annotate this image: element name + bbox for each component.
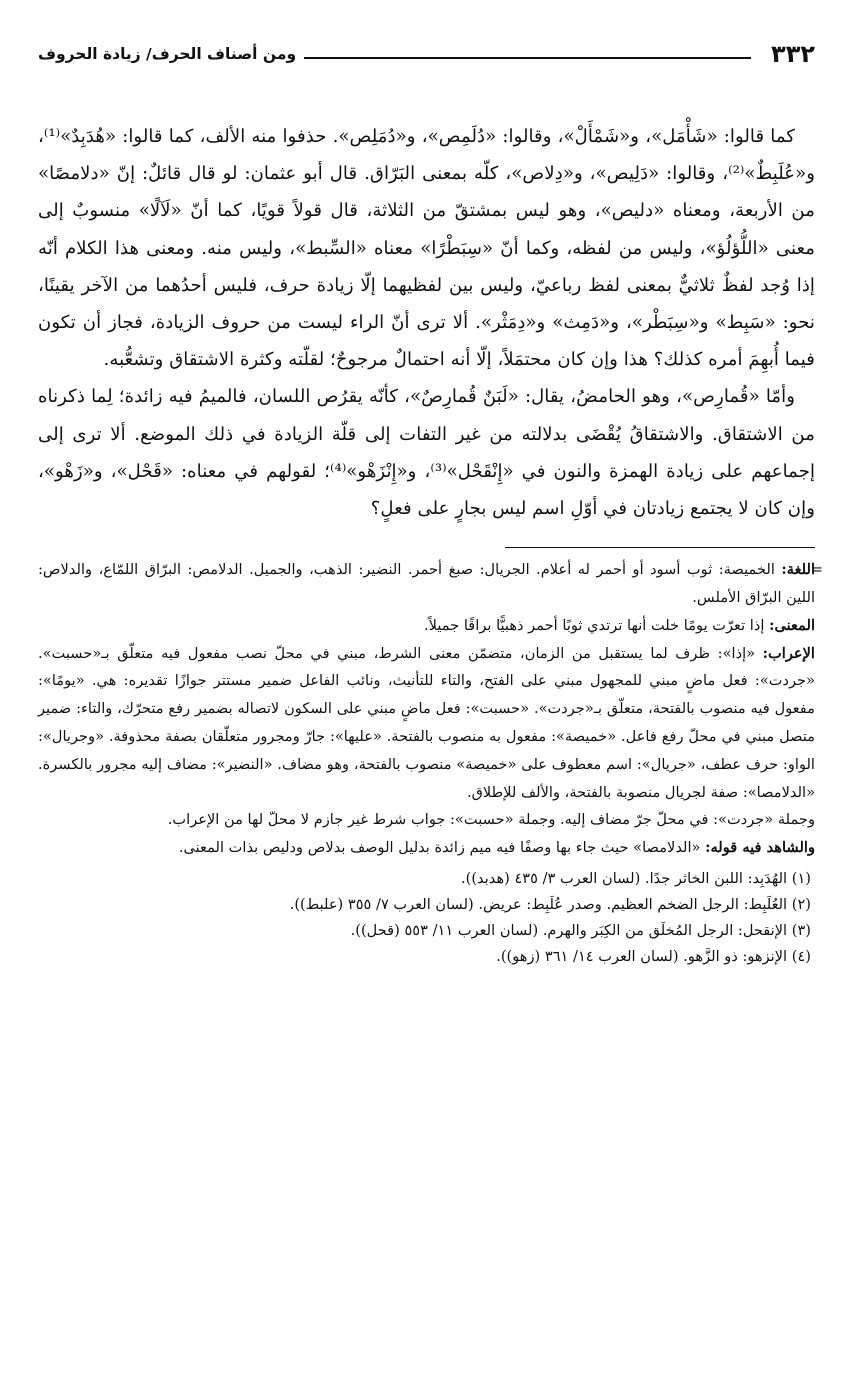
note-shahid [38,834,815,862]
running-title: ومن أصناف الحرف/ زيادة الحروف [38,45,297,63]
note-label: الإعراب: [762,644,815,662]
page-header [38,30,815,78]
note-irab [38,640,815,807]
footnote: (١) الهُدَبِد: اللبن الخاثر جدًا. (لسان العرب ٣/ ٤٣٥ (هدبد)). [461,870,811,887]
note-jumla: وجملة «جردت»: في محلّ جرّ مضاف إليه. وجملة «حسبت»: جواب شرط غير جازم لا محلّ لها من الإعراب. [167,811,815,829]
header-rule [304,57,751,59]
page-number: ٣٣٢ [771,40,815,68]
book-page [38,30,815,1354]
note-lugha [38,556,815,612]
note-label: والشاهد فيه قوله: [705,839,815,857]
note-mana [38,612,815,640]
paragraph: كما قالوا: «شَأْمَل»، و«شَمْأَلْ»، وقالوا: «دُلَمِص»، و«دُمَلِص». حذفوا منه الألف، كما قالوا: «هُدَبِدٌ»⁽¹⁾، و«عُلَبِطٌ»⁽²⁾، وقالوا: «دَلِيص»، و«دِلاص»، كلّه بمعنى البَرّاق. قال أبو عثمان: لو قال قائلٌ: إنّ «دلامصًا» من الأربعة، ومعناه «دليص»، وهو ليس بمشتقّ من الثلاثة، قال قولاً قويًا، كما أنّ «لَآلًا» منسوبٌ إلى معنى «اللُّؤلُؤ»، وليس من لفظه، وكما أنّ «سِبَطْرًا» معناه «السِّبط»، وليس منه. ومعنى هذا الكلام أنّه إذا وُجد لفظٌ ثلاثيٌّ بمعنى لفظ رباعيّ، وليس بين لفظيهما إلّا زيادة حرف، فليس أحدُهما من الآخر يقينًا، نحو: «سَبِط» و«سِبَطْر»، و«دَمِث» و«دِمَثْر». ألا ترى أنّ الراء ليست من حروف الزيادة، فجاز أن تكون فيما أُبهِمَ أمره كذلك؟ هذا وإن كان محتمَلاً، إلّا أنه احتمالٌ مرجوحٌ؛ لقلّته وكثرة الاشتقاق وتشعُّبه. [38,126,815,371]
note-label: اللغة: [781,561,816,579]
notes-divider [505,547,815,548]
note-text: «إذا»: ظرف لما يستقبل من الزمان، متضمّن معنى الشرط، مبني في محلّ نصب مفعول فيه متعلّق بـ«حسبت». «جردت»: فعل ماضٍ مبني للمجهول مبني على الفتح، والتاء للتأنيث، ونائب الفاعل ضمير مستتر جوازًا تقديره: هي. «يومًا»: مفعول فيه منصوب بالفتحة، متعلّق بـ«جردت». «حسبت»: فعل ماضٍ مبني على السكون لاتصاله بضمير رفع متحرّك، والتاء: ضمير متصل مبني في محلّ رفع فاعل. «خميصة»: مفعول به منصوب بالفتحة. «عليها»: جارّ ومجرور متعلّقان بصفة محذوفة. «وجريال»: الواو: حرف عطف، «جريال»: اسم معطوف على «خميصة» منصوب بالفتحة، وهو مضاف. «النضير»: مضاف إليه مجرور بالكسرة. «الدلامصا»: صفة لجريال منصوبة بالفتحة، والألف للإطلاق. [38,644,815,801]
note-text: الخميصة: ثوب أسود أو أحمر له أعلام. الجريال: صبغ أحمر. النضير: الذهب، والجميل. الدلامص: البرّاق اللمّاع، والدلاص: اللين البرّاق الأملس. [38,561,815,607]
footnote: (٣) الإنقحل: الرجل المُخلَق من الكِبَر والهرم. (لسان العرب ١١/ ٥٥٣ (قحل)). [350,922,811,939]
note-text: إذا تعرّت يومًا خلت أنها ترتدي ثوبًا أحمر ذهبيًّا براقًا جميلاً. [424,616,765,634]
poem-notes [38,556,815,862]
paragraph: وأمّا «قُمارِص»، وهو الحامضُ، يقال: «لَبَنٌ قُمارِصٌ»، كأنّه يقرُص اللسان، فالميمُ فيه زائدة؛ لِما ذكرناه من الاشتقاق. والاشتقاقُ يُقْضَى بدلالته من غير التفات إلى قلّة الزيادة في ذلك الموضع. ألا ترى إلى إجماعهم على زيادة الهمزة والنون في «إِنْقَحْل»⁽³⁾، و«إِنْزَهْو»⁽⁴⁾؛ لقولهم في معناه: «قَحْل»، و«زَهْو»، وإن كان لا يجتمع زيادتان في أوّلِ اسم ليس بجارٍ على فعلٍ؟ [38,386,815,520]
note-label: المعنى: [769,616,815,634]
note-text: «الدلامصا» حيث جاء بها وصفًا فيه ميم زائدة بدليل الوصف بدلاص ودليص بذات المعنى. [178,839,701,857]
main-text [38,118,815,527]
footnote: (٢) العُلَبِط: الرجل الضخم العظيم. وصدر عُلَبِط: عريض. (لسان العرب ٧/ ٣٥٥ (علبط)). [289,896,811,913]
footnote: (٤) الإنزهو: ذو الزَّهو. (لسان العرب ١٤/ ٣٦١ (زهو)). [496,948,811,965]
footnotes [38,866,815,970]
